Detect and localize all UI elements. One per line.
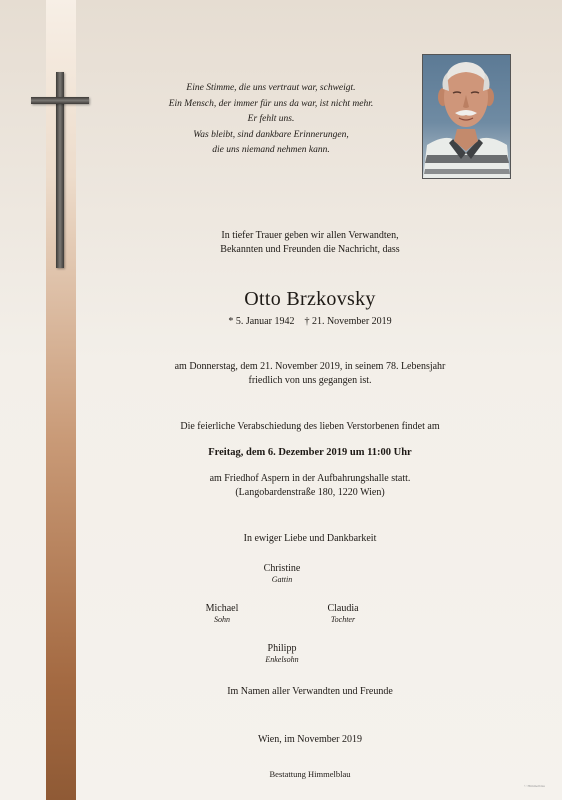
- mourner-role: Tochter: [330, 615, 356, 624]
- mourner-name: Philipp: [267, 643, 297, 654]
- intro-line: In tiefer Trauer geben wir allen Verwandten,: [221, 230, 399, 241]
- intro-line: Bekannten und Freunden die Nachricht, dass: [220, 244, 400, 255]
- mourner-name: Claudia: [327, 603, 359, 614]
- mourner-michael: [162, 603, 282, 624]
- credit-text: © Himmelblau: [524, 784, 546, 788]
- deceased-name: Otto Brzkovsky: [244, 288, 376, 310]
- closing-line: Im Namen aller Verwandten und Freunde: [227, 686, 393, 697]
- funeral-home: Bestattung Himmelblau: [269, 769, 351, 779]
- death-text-line: friedlich von uns gegangen ist.: [248, 375, 372, 386]
- ceremony-address: (Langobardenstraße 180, 1220 Wien): [235, 487, 385, 498]
- mourner-philipp: [222, 643, 342, 664]
- death-text-line: am Donnerstag, dem 21. November 2019, in seinem 78. Lebensjahr: [174, 361, 446, 372]
- poem-line: Eine Stimme, die uns vertraut war, schweigt.: [186, 83, 356, 93]
- ceremony-intro: Die feierliche Verabschiedung des lieben Verstorbenen findet am: [180, 421, 440, 432]
- poem-line: Was bleibt, sind dankbare Erinnerungen,: [193, 129, 349, 140]
- place-date: Wien, im November 2019: [257, 734, 363, 745]
- ceremony-place: am Friedhof Aspern in der Aufbahrungshalle statt.: [209, 473, 411, 484]
- mourner-role: Gattin: [271, 575, 293, 584]
- life-dates: * 5. Januar 1942 † 21. November 2019: [228, 316, 392, 327]
- mourner-christine: [222, 563, 342, 584]
- mourner-name: Christine: [263, 563, 301, 574]
- mourner-claudia: [283, 603, 403, 624]
- love-line: In ewiger Liebe und Dankbarkeit: [243, 533, 377, 544]
- mourner-role: Sohn: [214, 615, 230, 624]
- mourner-name: Michael: [205, 603, 239, 614]
- portrait-photo: [422, 54, 511, 179]
- mourner-role: Enkelsohn: [265, 655, 299, 664]
- poem-line: Ein Mensch, der immer für uns da war, ist nicht mehr.: [168, 98, 374, 109]
- memorial-poem: [140, 81, 402, 159]
- ceremony-date-time: Freitag, dem 6. Dezember 2019 um 11:00 Uhr: [208, 447, 412, 458]
- poem-line: Er fehlt uns.: [247, 114, 295, 125]
- poem-line: die uns niemand nehmen kann.: [212, 145, 330, 156]
